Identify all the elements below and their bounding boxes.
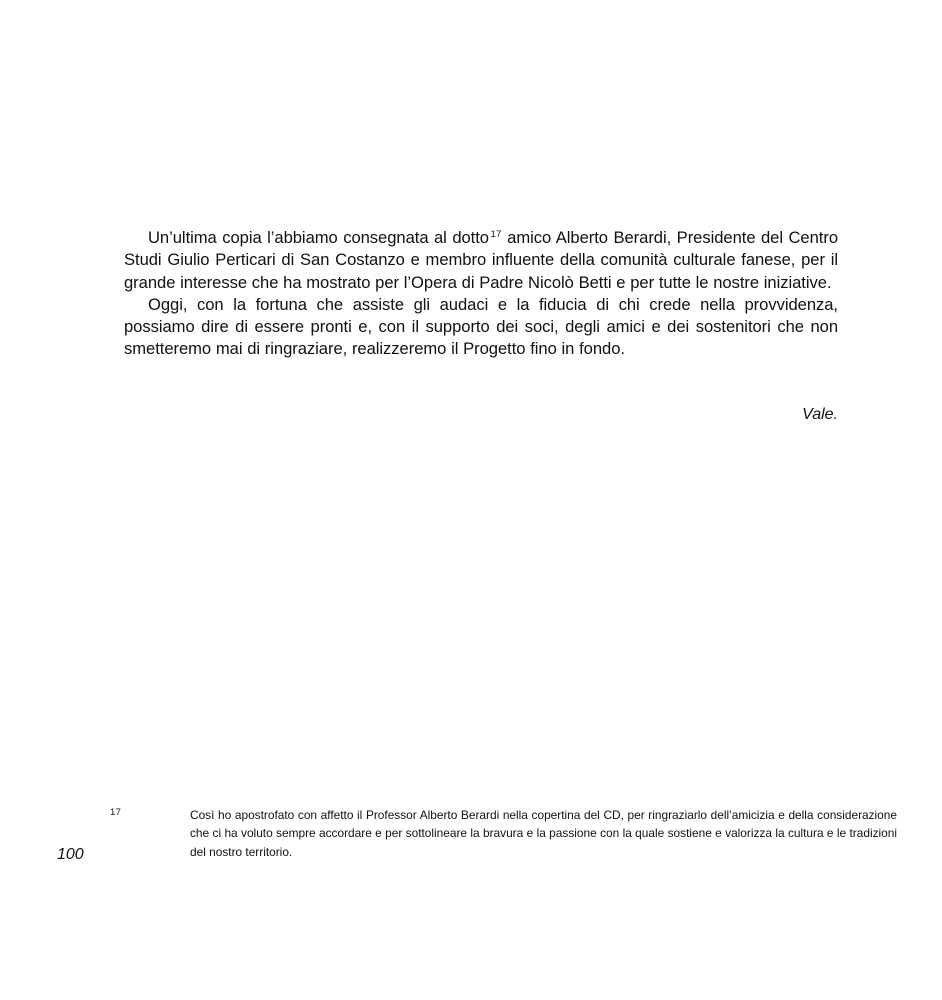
paragraph-1-text-after-footnote-marker: amico Alberto Berardi, Presidente del Centro Studi Giulio Perticari di San Costanzo e membro influente della comunità culturale fanese, per il grande interesse che ha mostrato per l’Opera di Padre Nicolò Betti e per tutte le nostre iniziative.	[124, 228, 838, 292]
paragraph-1-text-before-footnote-marker: Un’ultima copia l’abbiamo consegnata al dotto	[148, 228, 489, 247]
paragraph-2	[124, 294, 838, 361]
body-text-block	[124, 227, 838, 361]
page-number: 100	[57, 846, 84, 863]
footnote-text: Così ho apostrofato con affetto il Professor Alberto Berardi nella copertina del CD, per ringraziarlo dell’amicizia e della considerazione che ci ha voluto sempre accordare e per sottolineare la bravura e la passione con la quale sostiene e valorizza la cultura e le tradizioni del nostro territorio.	[190, 808, 897, 859]
closing-signature: Vale.	[802, 406, 838, 423]
paragraph-2-text: Oggi, con la fortuna che assiste gli audaci e la fiducia di chi crede nella provvidenza, possiamo dire di essere pronti e, con il supporto dei soci, degli amici e dei sostenitori che non smetteremo mai di ringraziare, realizzeremo il Progetto fino in fondo.	[124, 294, 838, 359]
paragraph-1	[124, 227, 838, 294]
footnote-marker: 17	[110, 807, 122, 818]
footnote-reference-marker[interactable]: 17	[490, 229, 502, 240]
footnote-entry	[110, 806, 897, 861]
